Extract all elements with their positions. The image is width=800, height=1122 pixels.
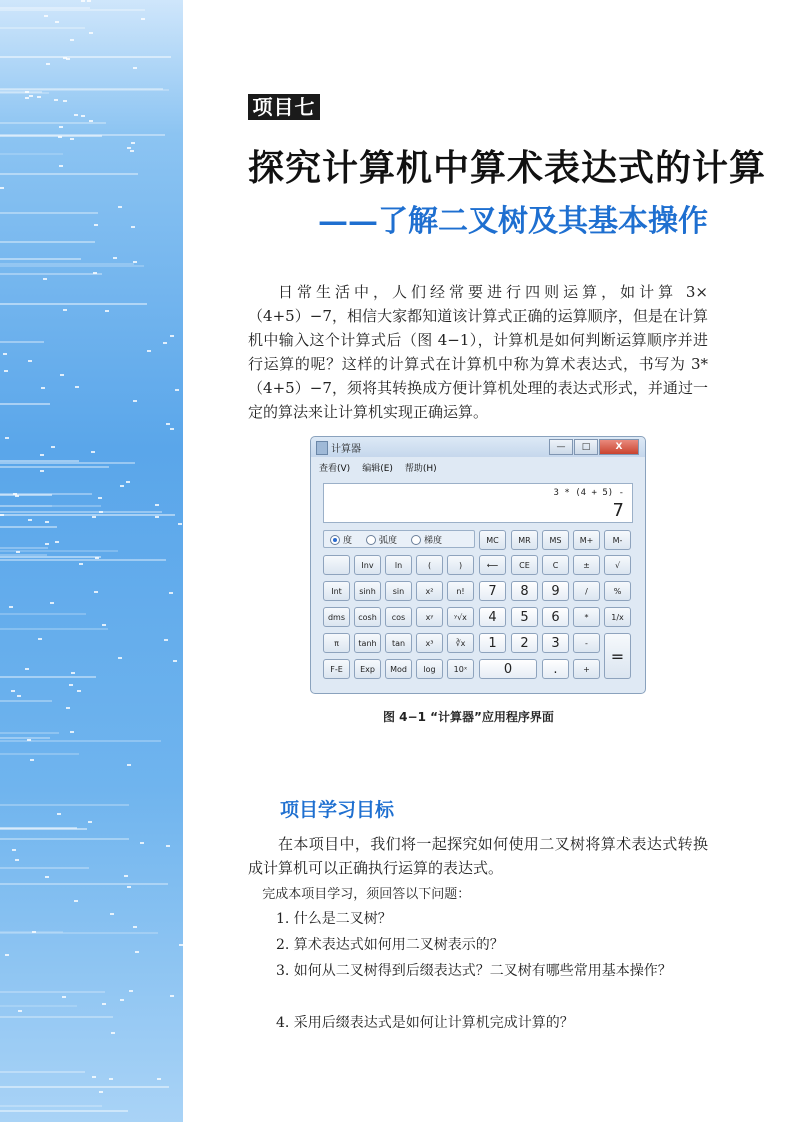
calc-key[interactable]: sin [385, 581, 412, 601]
calculator-title: 计算器 [331, 444, 361, 455]
minimize-button[interactable]: — [549, 439, 573, 455]
calc-key[interactable]: F-E [323, 659, 350, 679]
decorative-streak [0, 511, 162, 513]
decorative-dot [163, 342, 167, 344]
decorative-dot [133, 926, 137, 928]
decorative-dot [28, 360, 32, 362]
calculator-titlebar [311, 437, 645, 457]
decorative-dot [3, 353, 7, 355]
page-subtitle: ——了解二叉树及其基本操作 [318, 204, 708, 239]
decorative-dot [92, 516, 96, 518]
calc-key[interactable]: n! [447, 581, 474, 601]
decorative-dot [81, 115, 85, 117]
calc-key[interactable]: ⟵ [479, 555, 506, 575]
decorative-streak [0, 554, 47, 556]
decorative-dot [105, 310, 109, 312]
decorative-dot [102, 1003, 106, 1005]
decorative-dot [155, 504, 159, 506]
decorative-dot [126, 481, 130, 483]
decorative-streak [0, 122, 106, 124]
decorative-streak [0, 1005, 77, 1007]
decorative-streak [0, 828, 87, 830]
calc-key[interactable]: + [573, 659, 600, 679]
decorative-streak [0, 700, 52, 702]
decorative-dot [54, 99, 58, 101]
calculator-window [310, 436, 646, 694]
decorative-streak [0, 732, 59, 734]
decorative-dot [113, 257, 117, 259]
decorative-dot [170, 428, 174, 430]
decorative-streak [0, 1016, 113, 1018]
calc-key[interactable]: 6 [542, 607, 569, 627]
questions-lead: 完成本项目学习，须回答以下问题： [262, 887, 471, 902]
calculator-display [323, 483, 633, 523]
decorative-dot [40, 454, 44, 456]
decorative-dot [94, 224, 98, 226]
decorative-streak [0, 505, 101, 507]
decorative-dot [89, 120, 93, 122]
calc-key[interactable]: Int [323, 581, 350, 601]
decorative-dot [127, 147, 131, 149]
decorative-dot [178, 523, 182, 525]
decorative-dot [38, 638, 42, 640]
close-button[interactable]: X [599, 439, 639, 455]
decorative-streak [0, 613, 86, 615]
calc-key[interactable]: % [604, 581, 631, 601]
decorative-streak [0, 27, 85, 29]
decorative-dot [81, 0, 85, 2]
calc-key[interactable]: Mod [385, 659, 412, 679]
decorative-dot [131, 142, 135, 144]
decorative-dot [32, 931, 36, 933]
decorative-dot [18, 1010, 22, 1012]
calc-key[interactable]: tan [385, 633, 412, 653]
decorative-dot [92, 1076, 96, 1078]
decorative-dot [60, 374, 64, 376]
decorative-dot [94, 591, 98, 593]
decorative-dot [12, 849, 16, 851]
calculator-app-icon [316, 441, 328, 455]
decorative-dot [120, 999, 124, 1001]
decorative-streak [0, 547, 48, 549]
decorative-dot [41, 387, 45, 389]
decorative-streak [0, 867, 89, 869]
decorative-dot [58, 136, 62, 138]
decorative-dot [43, 278, 47, 280]
calc-key[interactable]: . [542, 659, 569, 679]
decorative-dot [147, 350, 151, 352]
decorative-dot [77, 690, 81, 692]
decorative-dot [131, 226, 135, 228]
decorative-streak [0, 737, 50, 739]
calc-key[interactable]: ln [385, 555, 412, 575]
decorative-streak [0, 173, 138, 175]
calc-key[interactable]: ± [573, 555, 600, 575]
decorative-streak [0, 403, 50, 405]
decorative-dot [155, 516, 159, 518]
decorative-dot [45, 876, 49, 878]
decorative-dot [25, 668, 29, 670]
decorative-dot [74, 114, 78, 116]
decorative-dot [15, 495, 19, 497]
calc-key[interactable]: cos [385, 607, 412, 627]
decorative-dot [141, 18, 145, 20]
decorative-dot [45, 521, 49, 523]
decorative-dot [140, 842, 144, 844]
calc-key[interactable]: 5 [511, 607, 538, 627]
calc-key[interactable]: dms [323, 607, 350, 627]
maximize-button[interactable]: □ [574, 439, 598, 455]
decorative-streak [0, 740, 161, 742]
angle-unit-group [323, 530, 475, 548]
figure-caption: 图 4−1 “计算器”应用程序界面 [383, 710, 554, 724]
decorative-dot [59, 126, 63, 128]
decorative-dot [16, 551, 20, 553]
decorative-dot [133, 400, 137, 402]
calc-key[interactable]: ∛x [447, 633, 474, 653]
decorative-streak [0, 258, 81, 260]
decorative-side-band [0, 0, 183, 1122]
memory-key[interactable]: M+ [573, 530, 600, 550]
calc-key[interactable]: 2 [511, 633, 538, 653]
decorative-streak [0, 273, 102, 275]
decorative-dot [63, 309, 67, 311]
decorative-dot [70, 138, 74, 140]
decorative-dot [69, 684, 73, 686]
decorative-dot [50, 602, 54, 604]
calc-key[interactable]: 3 [542, 633, 569, 653]
decorative-streak [0, 153, 63, 155]
calc-key[interactable]: * [573, 607, 600, 627]
question-item: 1. 什么是二叉树？ [276, 911, 392, 927]
decorative-streak [0, 1105, 102, 1107]
calc-key[interactable]: π [323, 633, 350, 653]
question-item: 4. 采用后缀表达式是如何让计算机完成计算的？ [276, 1015, 574, 1031]
decorative-dot [40, 470, 44, 472]
decorative-dot [62, 996, 66, 998]
decorative-streak [0, 241, 95, 243]
decorative-dot [109, 1078, 113, 1080]
calc-key[interactable]: xʸ [416, 607, 443, 627]
decorative-dot [15, 859, 19, 861]
calc-key[interactable]: √ [604, 555, 631, 575]
decorative-streak [0, 804, 129, 806]
calc-key[interactable]: 9 [542, 581, 569, 601]
decorative-dot [93, 272, 97, 274]
angle-radian-option[interactable]: 弧度 [366, 533, 397, 546]
calc-key[interactable]: cosh [354, 607, 381, 627]
decorative-dot [157, 1078, 161, 1080]
decorative-dot [4, 370, 8, 372]
decorative-streak [0, 134, 165, 136]
decorative-dot [175, 389, 179, 391]
decorative-dot [135, 951, 139, 953]
calc-key[interactable]: ʸ√x [447, 607, 474, 627]
decorative-streak [0, 991, 105, 993]
decorative-dot [30, 759, 34, 761]
calc-key[interactable]: 7 [479, 581, 506, 601]
decorative-dot [127, 764, 131, 766]
decorative-dot [5, 437, 9, 439]
decorative-streak [0, 466, 109, 468]
decorative-streak [0, 676, 96, 678]
decorative-dot [170, 335, 174, 337]
decorative-streak [0, 883, 168, 885]
decorative-streak [0, 559, 166, 561]
question-item: 2. 算术表达式如何用二叉树表示的？ [276, 937, 504, 953]
decorative-dot [111, 1032, 115, 1034]
calc-key[interactable]: x² [416, 581, 443, 601]
decorative-streak [0, 1071, 85, 1073]
question-item: 3. 如何从二叉树得到后缀表达式？二叉树有哪些常用基本操作？ [276, 963, 672, 979]
decorative-dot [169, 592, 173, 594]
decorative-dot [173, 660, 177, 662]
decorative-streak [0, 628, 108, 630]
decorative-dot [70, 731, 74, 733]
decorative-streak [0, 753, 79, 755]
decorative-dot [95, 557, 99, 559]
decorative-dot [120, 485, 124, 487]
decorative-dot [98, 497, 102, 499]
decorative-dot [37, 96, 41, 98]
decorative-dot [0, 187, 4, 189]
memory-key[interactable]: MC [479, 530, 506, 550]
calc-key[interactable]: 0 [479, 659, 537, 679]
calc-key[interactable]: sinh [354, 581, 381, 601]
calc-key[interactable]: tanh [354, 633, 381, 653]
decorative-dot [118, 657, 122, 659]
menu-edit[interactable]: 编辑(E) [362, 464, 393, 474]
decorative-streak [0, 556, 101, 558]
calc-key[interactable]: - [573, 633, 600, 653]
decorative-dot [164, 639, 168, 641]
decorative-dot [99, 511, 103, 513]
calc-key[interactable]: 4 [479, 607, 506, 627]
decorative-dot [46, 63, 50, 65]
decorative-dot [166, 845, 170, 847]
decorative-dot [102, 624, 106, 626]
calc-key[interactable]: log [416, 659, 443, 679]
decorative-dot [17, 695, 21, 697]
calc-key[interactable]: C [542, 555, 569, 575]
decorative-dot [5, 954, 9, 956]
decorative-dot [99, 1091, 103, 1093]
decorative-dot [66, 707, 70, 709]
decorative-dot [124, 875, 128, 877]
decorative-streak [0, 265, 144, 267]
decorative-streak [0, 526, 57, 528]
decorative-dot [45, 543, 49, 545]
calc-key[interactable]: ) [447, 555, 474, 575]
decorative-streak [0, 212, 98, 214]
section-heading: 项目学习目标 [280, 799, 395, 821]
decorative-dot [79, 563, 83, 565]
page-title: 探究计算机中算术表达式的计算 [248, 147, 767, 189]
decorative-dot [179, 944, 183, 946]
decorative-dot [63, 100, 67, 102]
decorative-streak [0, 1086, 169, 1088]
intro-paragraph: 日常生活中，人们经常要进行四则运算，如计算 3×（4+5）−7，相信大家都知道该计算式正确的运算顺序，但是在计算机中输入这个计算式后（图 4−1），计算机是如何判断运算顺序并进行运算的呢？这样的计算式在计算机中称为算术表达式，书写为 3*（4+5）−7，须将其转换成方便计算机处理的表达式形式，并通过一定的算法来让计算机实现正确运算。 [248, 283, 708, 421]
decorative-dot [0, 514, 4, 516]
decorative-dot [127, 886, 131, 888]
decorative-dot [87, 0, 91, 2]
decorative-dot [59, 165, 63, 167]
memory-key[interactable]: MS [542, 530, 569, 550]
decorative-dot [91, 451, 95, 453]
decorative-streak [0, 56, 171, 58]
decorative-dot [75, 386, 79, 388]
calc-key[interactable]: = [604, 633, 631, 679]
decorative-dot [88, 821, 92, 823]
menu-help[interactable]: 帮助(H) [404, 464, 437, 474]
decorative-streak [0, 1110, 128, 1112]
decorative-dot [89, 32, 93, 34]
angle-degree-option[interactable]: 度 [330, 533, 352, 546]
project-badge: 项目七 [248, 94, 320, 120]
decorative-dot [11, 690, 15, 692]
decorative-dot [170, 995, 174, 997]
decorative-dot [118, 206, 122, 208]
decorative-dot [55, 541, 59, 543]
calc-key[interactable] [323, 555, 350, 575]
decorative-streak [0, 514, 175, 516]
calc-key[interactable]: Exp [354, 659, 381, 679]
decorative-dot [166, 423, 170, 425]
section-paragraph: 在本项目中，我们将一起探究如何使用二叉树将算术表达式转换成计算机可以正确执行运算的表达式。 [248, 835, 708, 877]
calc-key[interactable]: CE [511, 555, 538, 575]
decorative-dot [25, 91, 29, 93]
decorative-streak [0, 838, 129, 840]
decorative-dot [70, 39, 74, 41]
menu-view[interactable]: 查看(V) [319, 464, 351, 474]
calc-key[interactable]: 1/x [604, 607, 631, 627]
calc-key[interactable]: 10ˣ [447, 659, 474, 679]
decorative-dot [51, 446, 55, 448]
calc-key[interactable]: / [573, 581, 600, 601]
decorative-dot [57, 813, 61, 815]
decorative-dot [63, 57, 67, 59]
expression-readout: 3 * (4 + 5) - [553, 488, 624, 498]
calc-key[interactable]: x³ [416, 633, 443, 653]
decorative-dot [130, 150, 134, 152]
calculator-menu-bar [319, 461, 437, 474]
calc-key[interactable]: 8 [511, 581, 538, 601]
decorative-dot [71, 672, 75, 674]
decorative-dot [44, 15, 48, 17]
decorative-dot [28, 519, 32, 521]
decorative-dot [133, 261, 137, 263]
decorative-dot [27, 739, 31, 741]
decorative-dot [9, 606, 13, 608]
decorative-dot [74, 900, 78, 902]
decorative-streak [0, 341, 44, 343]
memory-key[interactable]: MR [511, 530, 538, 550]
memory-key[interactable]: M- [604, 530, 631, 550]
decorative-dot [129, 990, 133, 992]
decorative-streak [0, 932, 158, 934]
decorative-dot [55, 21, 59, 23]
calc-key[interactable]: 1 [479, 633, 506, 653]
decorative-dot [110, 913, 114, 915]
decorative-dot [25, 97, 29, 99]
decorative-streak [0, 9, 145, 11]
decorative-streak [0, 303, 147, 305]
decorative-streak [0, 462, 135, 464]
calc-key[interactable]: ( [416, 555, 443, 575]
result-readout: 7 [612, 500, 624, 521]
decorative-dot [29, 95, 33, 97]
decorative-dot [133, 67, 137, 69]
calc-key[interactable]: Inv [354, 555, 381, 575]
angle-gradian-option[interactable]: 梯度 [411, 533, 442, 546]
